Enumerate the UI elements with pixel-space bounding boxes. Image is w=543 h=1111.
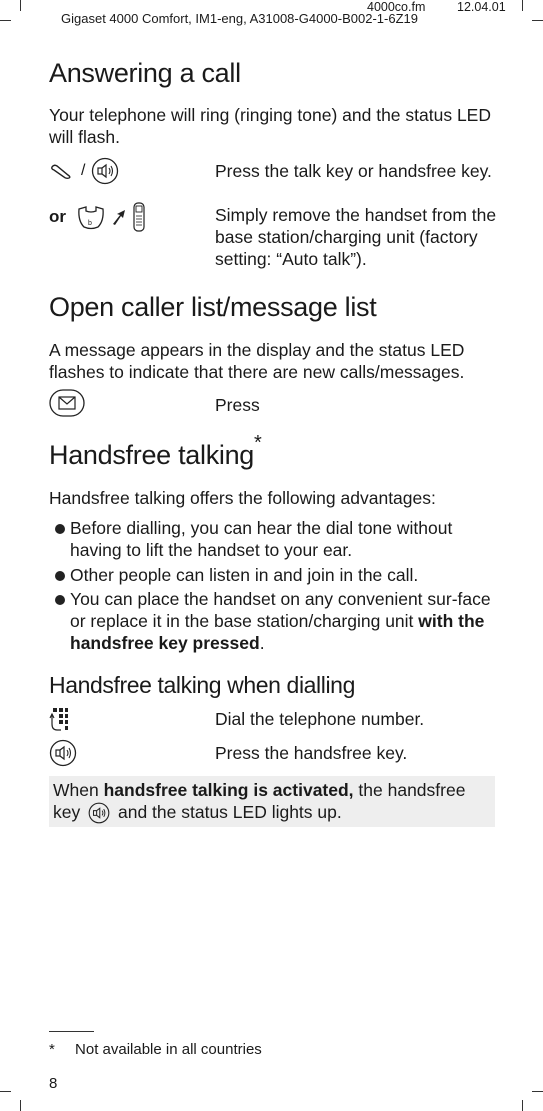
footnote-mark: *: [49, 1041, 55, 1058]
handsfree-key-icon: [49, 739, 77, 767]
message-key-icon: [49, 389, 85, 417]
crop-mark: [522, 1100, 523, 1111]
crop-mark: [532, 20, 543, 21]
footnote: [49, 1041, 262, 1058]
dialling-step1-text: Dial the telephone number.: [215, 709, 425, 729]
lift-handset-row: [49, 203, 146, 231]
answering-intro: Your telephone will ring (ringing tone) and the status LED will flash.: [49, 105, 491, 147]
header-file: 4000co.fm: [367, 0, 426, 14]
footnote-ref-mark: *: [254, 432, 262, 454]
list-item: [49, 517, 499, 561]
note-bold-text: handsfree talking is activated,: [103, 780, 354, 800]
handsfree-title-text: Handsfree talking: [49, 440, 255, 470]
crop-mark: [0, 20, 11, 21]
section-title-answering: Answering a call: [49, 58, 241, 88]
icon-separator: /: [81, 162, 86, 179]
crop-mark: [20, 1100, 21, 1111]
handsfree-key-icon: [87, 802, 111, 824]
page-number: 8: [49, 1075, 58, 1092]
handsfree-key-icon: [91, 157, 119, 185]
section-title-callerlist: Open caller list/message list: [49, 292, 377, 322]
list-item: [49, 564, 499, 586]
keypad-icon: [49, 706, 69, 732]
callerlist-intro: A message appears in the display and the status LED flashes to indicate that there are new calls/messages.: [49, 340, 465, 382]
handset-icon: [132, 202, 146, 232]
svg-text:b: b: [88, 220, 92, 227]
talk-keys-row: [49, 157, 119, 185]
handsfree-key-row: [49, 739, 77, 767]
talk-key-icon: [49, 162, 75, 180]
bullet-dot: [55, 571, 65, 581]
header-date: 12.04.01: [457, 0, 506, 14]
footnote-text: Not available in all countries: [75, 1041, 262, 1058]
handsfree-intro: Handsfree talking offers the following advantages:: [49, 488, 436, 508]
bullet-end-text: .: [259, 633, 265, 653]
answering-step2-text: Simply remove the handset from the base station/charging unit (factory setting: “Auto talk”).: [215, 205, 497, 269]
bullet-text: Before dialling, you can hear the dial tone without having to lift the handset to your ear.: [70, 518, 453, 560]
bullet-text: You can place the handset on any convenient sur-face or replace it in the base station/charging unit: [70, 589, 491, 631]
callerlist-step-text: Press: [215, 395, 260, 415]
keypad-row: [49, 705, 69, 733]
message-key-row: [49, 389, 85, 417]
bullet-text: Other people can listen in and join in the call.: [70, 565, 419, 585]
dialling-step2-text: Press the handsfree key.: [215, 743, 408, 763]
bullet-dot: [55, 595, 65, 605]
crop-mark: [522, 0, 523, 11]
info-note: [49, 776, 495, 827]
lift-arrow-icon: [112, 209, 126, 225]
answering-step1-text: Press the talk key or handsfree key.: [215, 161, 492, 181]
note-pre-text: When: [53, 780, 99, 800]
footnote-rule: [49, 1031, 94, 1032]
base-station-icon: [76, 203, 106, 231]
subsection-title-dialling: Handsfree talking when dialling: [49, 672, 355, 698]
or-label: or: [49, 207, 66, 226]
bullet-bold-text: with the handsfree key pressed: [70, 611, 485, 653]
bullet-dot: [55, 524, 65, 534]
note-mid-text: the handsfree key: [53, 780, 466, 822]
crop-mark: [0, 1091, 11, 1092]
crop-mark: [532, 1091, 543, 1092]
list-item: [49, 588, 499, 654]
note-end-text: and the status LED lights up.: [117, 802, 342, 822]
header-doc-line: Gigaset 4000 Comfort, IM1-eng, A31008-G4000-B002-1-6Z19: [61, 11, 418, 26]
section-title-handsfree: [49, 432, 262, 471]
crop-mark: [20, 0, 21, 11]
